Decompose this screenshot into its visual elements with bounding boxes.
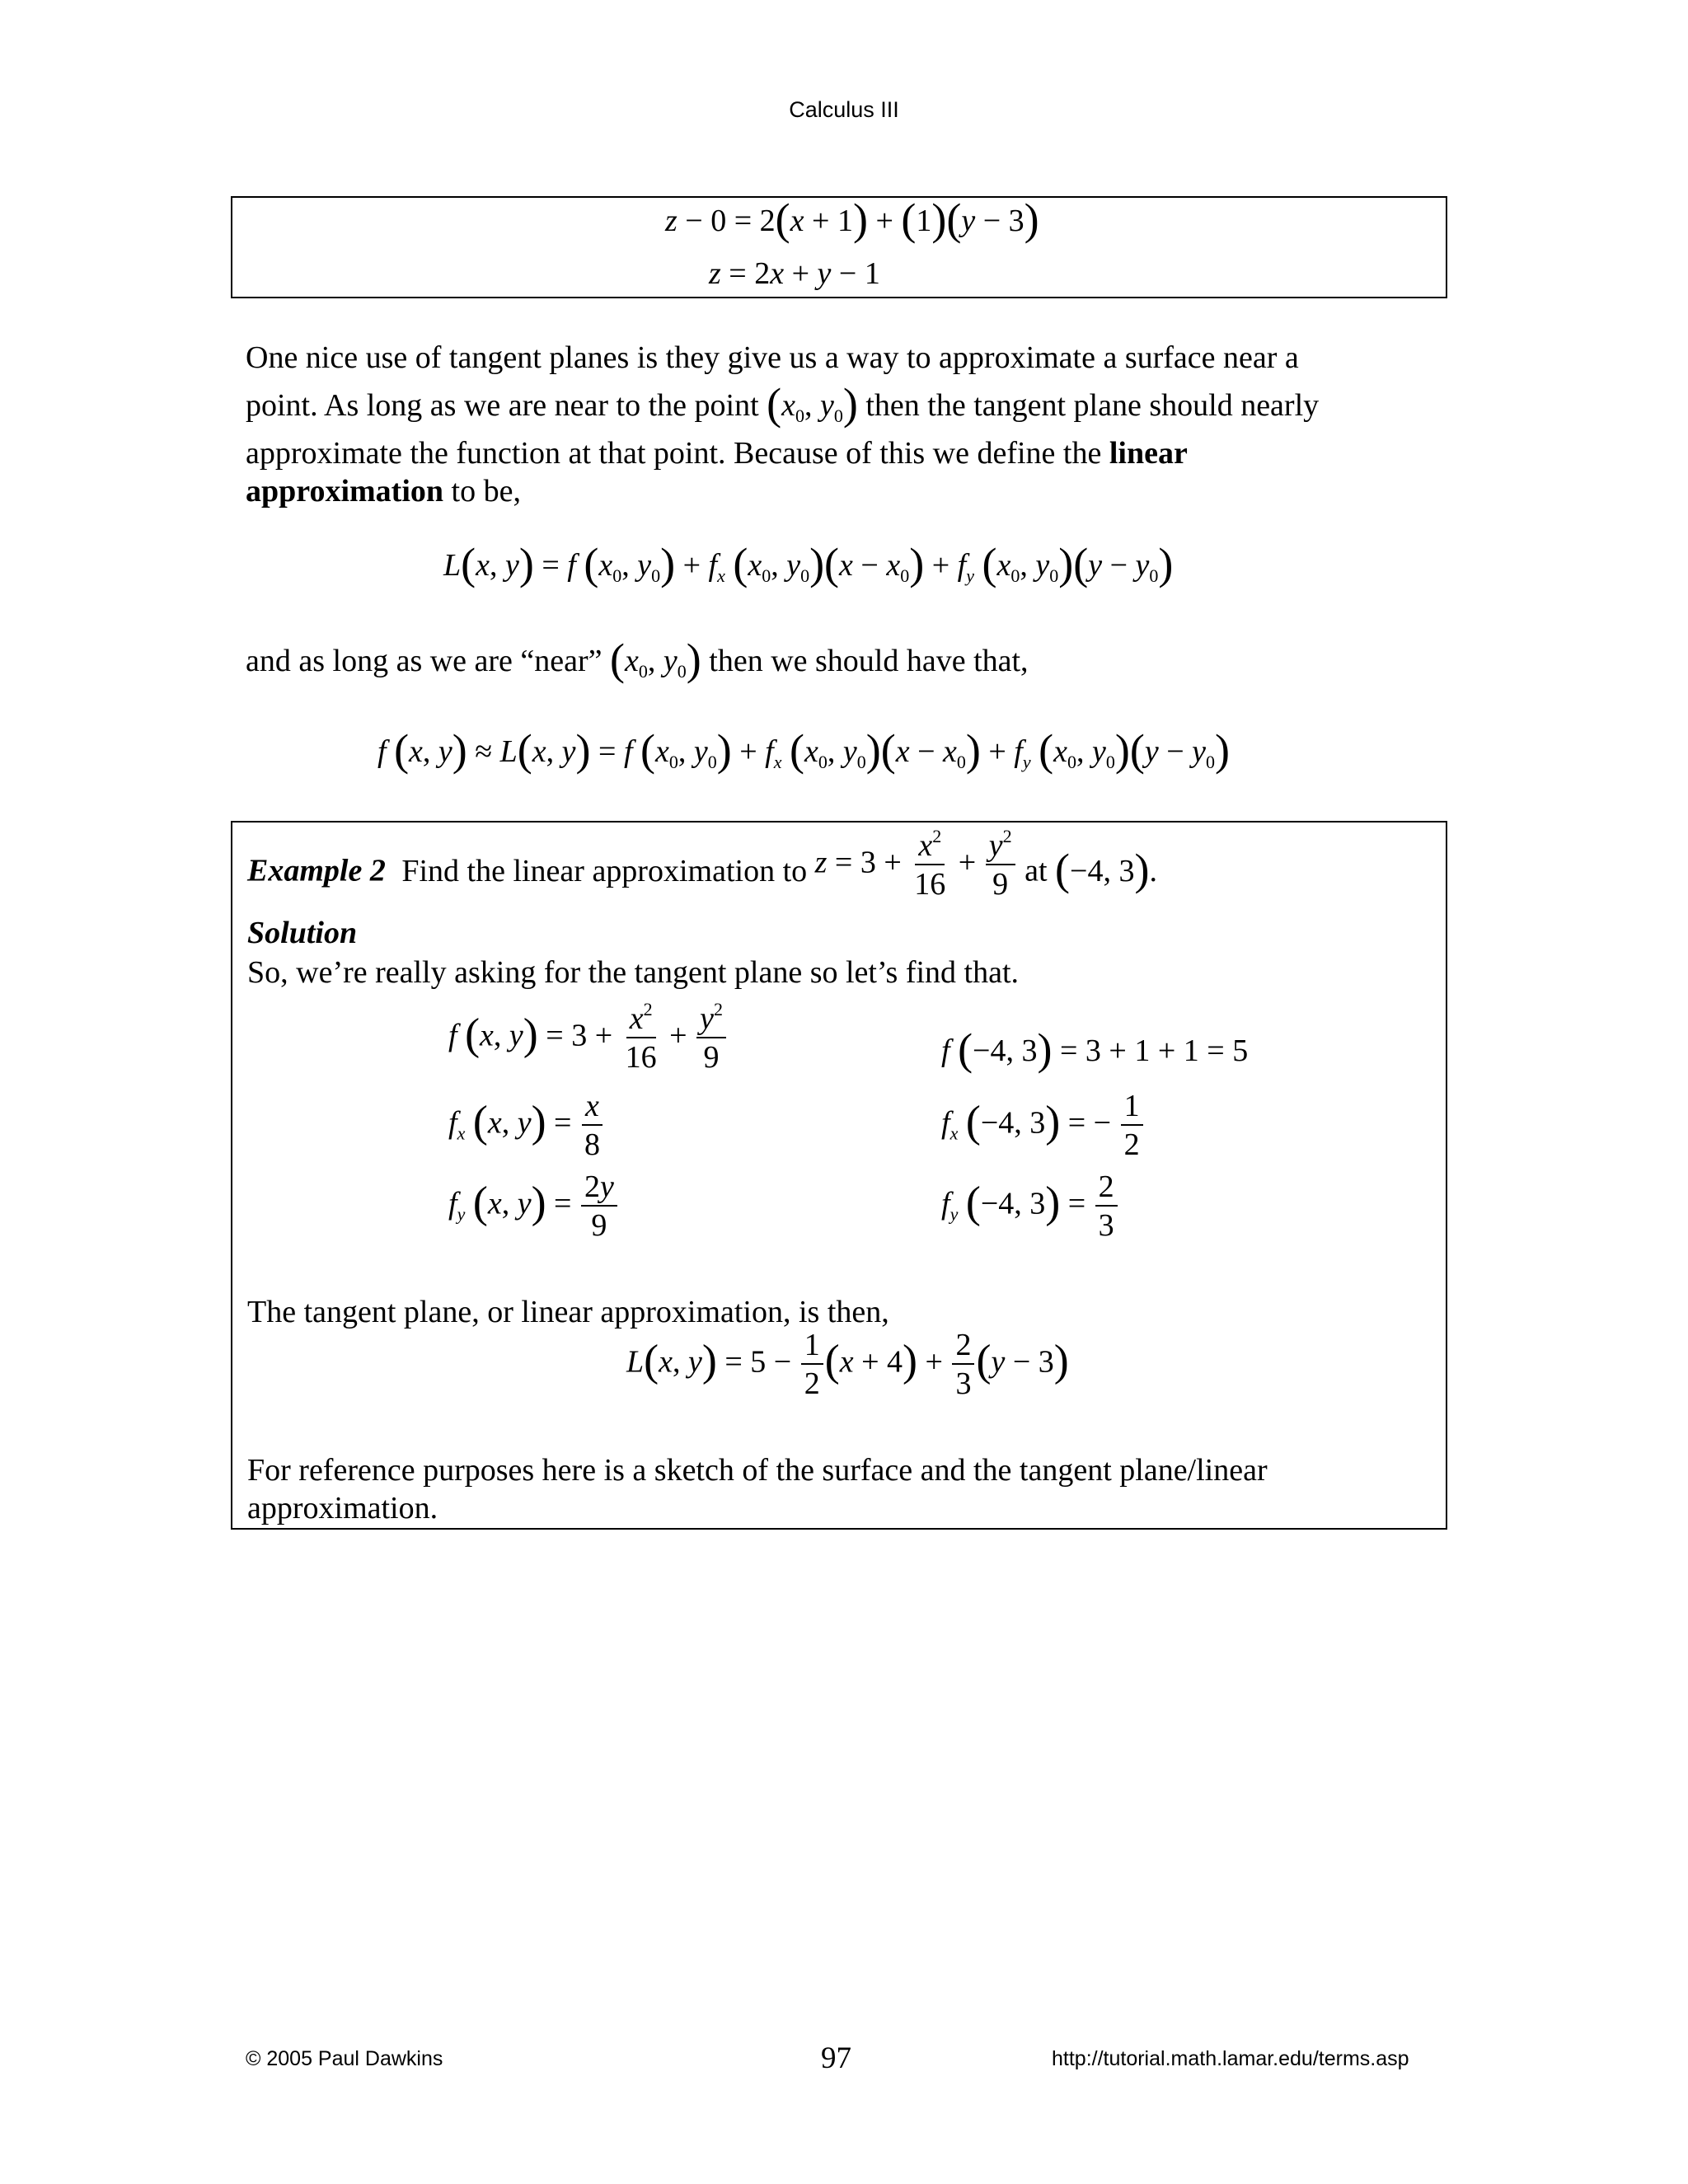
solution-text: So, we’re really asking for the tangent plane so let’s find that. [247,955,1020,990]
intro-line-2-b: then the tangent plane should nearly [865,388,1320,423]
solution-label: Solution [247,916,358,950]
equation-box [231,196,1447,298]
intro-line-3-text: approximate the function at that point. Because of this we define the [246,436,1102,471]
fy-at-point: $f_y$ (−4, 3) = $\frac{2}{3}$ [941,1169,1119,1244]
example-at: at [1025,853,1048,888]
frac-x2-16: $\frac{x^2}{16}$ [914,826,946,902]
approximation-formula: f (x, y) ≈ L(x, y) = f ($x_0$, $y_0) + f_x$ ($x_0$, $y_0)(x - x_0) + f_y$ ($x_0$, $y_0)(y - y_0)$ [377,725,1230,775]
footer-copyright [246,2047,443,2071]
copyright-text: 2005 Paul Dawkins [266,2047,443,2070]
reference-line-1: For reference purposes here is a sketch of the surface and the tangent plane/linear [247,1453,1268,1488]
reference-text [247,1449,1268,1530]
f-at-point: f (−4, 3) = 3 + 1 + 1 = 5 [941,1024,1249,1074]
example-prompt: Find the linear approximation to [401,853,808,888]
copyright-icon: © [246,2047,261,2070]
intro-paragraph [246,336,1449,513]
tangent-text: The tangent plane, or linear approximation, is then, [247,1295,889,1329]
frac-y2-9: $\frac{y^2}{9}$ [986,827,1015,903]
linear-approx-result: L(x, y) = 5 − $\frac{1}{2}$ (x + 4) + $\frac{2}{3}$ (y − 3) [626,1328,1069,1401]
intro-line-2 [246,379,1449,429]
equation-2: z = 2x + y − 1 [709,256,880,291]
linear-approx-definition: L(x, y) = f ($x_0$, $y_0) + f_x$ ($x_0$, $y_0)(x - x_0) + f_y$ ($x_0$, $y_0)(y - y_0)$ [443,539,1174,588]
near-text-a: and as long as we are “near” [246,644,603,678]
page-number: 97 [821,2041,851,2075]
f-of-xy: f (x, y) = 3 + $\frac{x^2}{16}$ + $\frac{y^2}{9}$ [448,1001,728,1076]
intro-line-3 [246,432,1449,475]
page-header: Calculus III [789,97,899,122]
near-text-b: then we should have that, [709,644,1029,678]
fx-of-xy: $f_x$ (x, y) = $\frac{x}{8}$ [448,1088,605,1164]
intro-line-4-rest: to be, [443,474,521,509]
intro-line-2-a: point. As long as we are near to the point [246,388,759,423]
example-point: (−4, 3). [1055,844,1157,894]
intro-line-1: One nice use of tangent planes is they give us a way to approximate a surface near a [246,340,1299,375]
near-sentence [246,635,1029,684]
example-statement [247,826,1157,903]
footer-url[interactable]: http://tutorial.math.lamar.edu/terms.asp [1052,2047,1409,2070]
fx-at-point: $f_x$ (−4, 3) = − $\frac{1}{2}$ [941,1088,1145,1164]
term-approximation: approximation [246,474,444,509]
point-x0-y0: ($x_0$, $y_0$) [767,379,858,429]
intro-line-4 [246,470,1449,513]
example-function: z = 3 + $\frac{x^2}{16}$ + $\frac{y^2}{9}$ [815,827,1017,903]
example-box [231,821,1447,1530]
reference-line-2: approximation. [247,1491,438,1526]
example-label: Example 2 [247,853,386,888]
near-point: ($x_0$, $y_0$) [610,635,701,684]
term-linear: linear [1109,436,1188,471]
fy-of-xy: $f_y$ (x, y) = $\frac{2y}{9}$ [448,1169,619,1244]
equation-1: z − 0 = 2(x + 1) + (1)(y − 3) [665,194,1039,244]
